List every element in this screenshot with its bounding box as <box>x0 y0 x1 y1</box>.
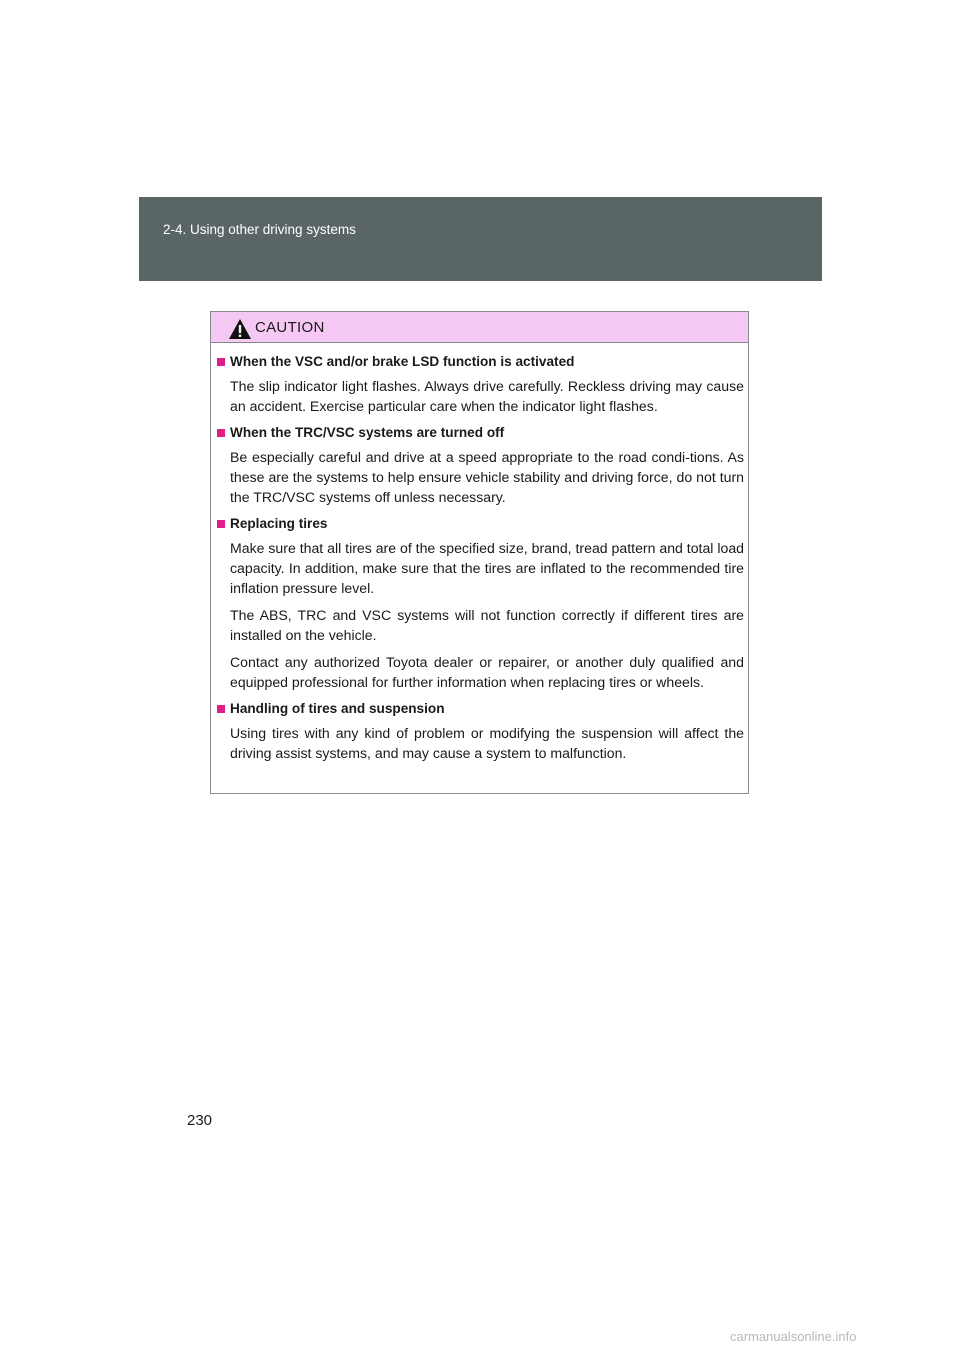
caution-section-vsc-lsd <box>217 352 742 416</box>
square-bullet-icon <box>217 429 225 437</box>
caution-section-replacing-tires <box>217 514 742 692</box>
square-bullet-icon <box>217 520 225 528</box>
watermark-text: carmanualsonline.info <box>730 1329 857 1344</box>
warning-triangle-icon <box>228 318 252 340</box>
section-paragraph: The slip indicator light flashes. Always drive carefully. Reckless driving may cause an accident. Exercise particular care when the indicator light flashes. <box>230 378 744 414</box>
square-bullet-icon <box>217 705 225 713</box>
caution-label: CAUTION <box>255 319 325 336</box>
square-bullet-icon <box>217 358 225 366</box>
section-paragraph: Using tires with any kind of problem or modifying the suspension will affect the driving assist systems, and may cause a system to malfunction. <box>230 725 744 761</box>
section-paragraph: Make sure that all tires are of the specified size, brand, tread pattern and total load capacity. In addition, make sure that the tires are inflated to the recommended tire inflation pressure level. <box>230 540 744 596</box>
caution-section-tires-suspension <box>217 699 742 763</box>
section-title: When the TRC/VSC systems are turned off <box>230 425 505 440</box>
section-title: Handling of tires and suspension <box>230 701 445 716</box>
section-paragraph: The ABS, TRC and VSC systems will not function correctly if different tires are installed on the vehicle. <box>230 607 744 643</box>
caution-box <box>210 311 749 794</box>
section-header-band <box>139 197 822 281</box>
section-title: When the VSC and/or brake LSD function is activated <box>230 354 575 369</box>
section-paragraph: Be especially careful and drive at a speed appropriate to the road condi-tions. As these are the systems to help ensure vehicle stability and driving force, do not turn the TRC/VSC systems off unless necessary. <box>230 449 744 505</box>
caution-body <box>211 343 748 763</box>
section-header-title: 2-4. Using other driving systems <box>163 222 356 237</box>
page-number: 230 <box>187 1112 213 1129</box>
section-paragraph: Contact any authorized Toyota dealer or repairer, or another duly qualified and equipped professional for further information when replacing tires or wheels. <box>230 654 744 690</box>
caution-header <box>211 312 748 343</box>
section-title: Replacing tires <box>230 516 328 531</box>
caution-section-trc-vsc-off <box>217 423 742 507</box>
